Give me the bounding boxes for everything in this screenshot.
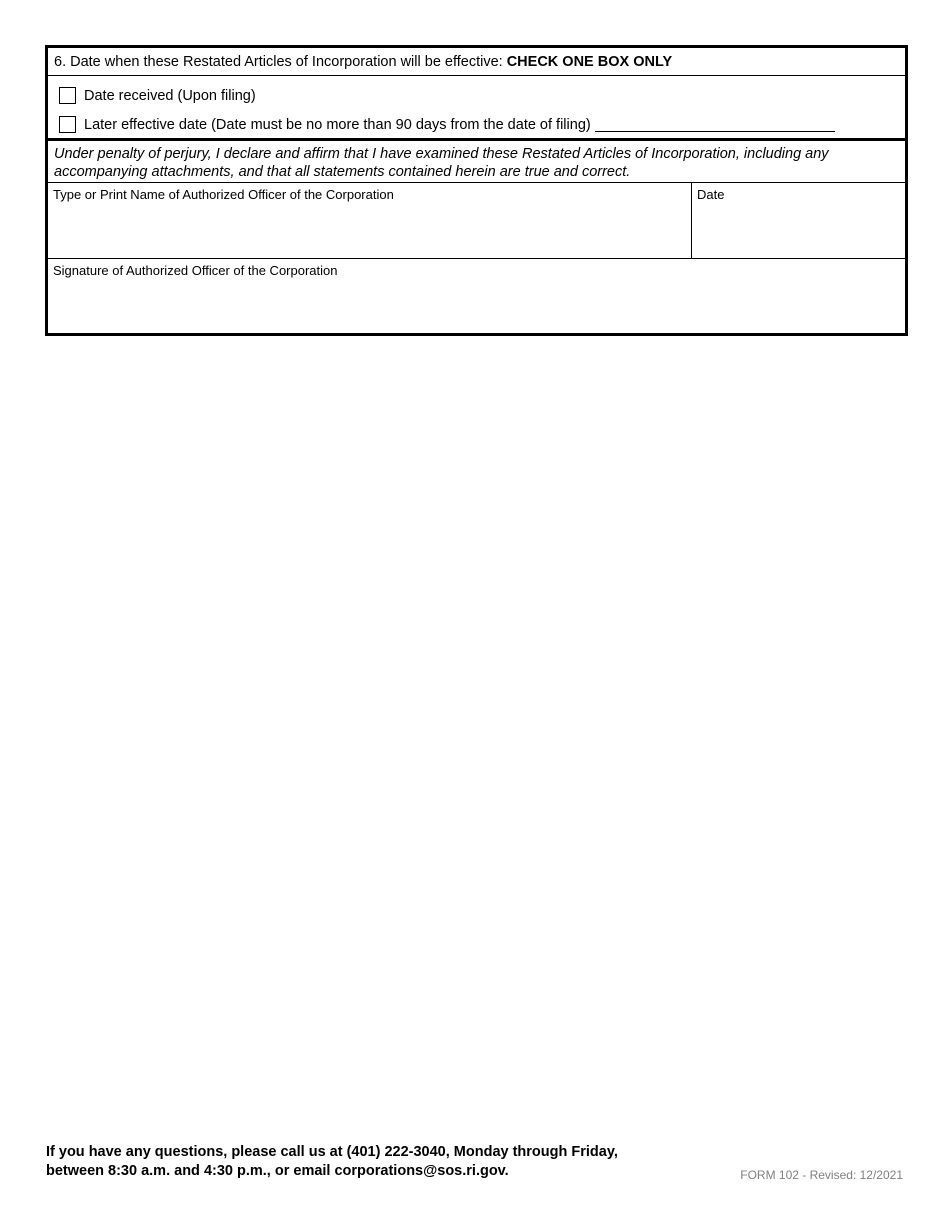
option-later-effective-date[interactable]	[48, 110, 905, 139]
officer-name-label: Type or Print Name of Authorized Officer of the Corporation	[53, 187, 394, 202]
upon-filing-label: Date received (Upon filing)	[84, 87, 256, 104]
later-date-input-line[interactable]	[595, 117, 835, 132]
check-one-box-instruction: CHECK ONE BOX ONLY	[506, 54, 673, 70]
contact-information	[46, 1143, 706, 1181]
effective-date-options	[48, 76, 905, 141]
upon-filing-checkbox[interactable]	[59, 87, 76, 104]
later-date-checkbox[interactable]	[59, 116, 76, 133]
signature-field[interactable]	[48, 259, 905, 333]
perjury-declaration: Under penalty of perjury, I declare and affirm that I have examined these Restated Articles of Incorporation, including any accompanying attachments, and that all statements contained herein are true and correct.	[48, 141, 905, 183]
contact-line-2: between 8:30 a.m. and 4:30 p.m., or email corporations@sos.ri.gov.	[46, 1163, 509, 1179]
date-field[interactable]	[692, 183, 905, 258]
contact-line-1: If you have any questions, please call us at (401) 222-3040, Monday through Friday,	[46, 1144, 618, 1160]
officer-name-date-row	[48, 183, 905, 259]
effective-date-form	[45, 45, 908, 336]
section-6-heading	[48, 48, 905, 76]
option-upon-filing[interactable]	[48, 81, 905, 110]
date-label: Date	[697, 187, 725, 202]
later-date-label: Later effective date (Date must be no more than 90 days from the date of filing)	[84, 116, 591, 133]
officer-name-field[interactable]	[48, 183, 692, 258]
signature-label: Signature of Authorized Officer of the Corporation	[53, 263, 338, 278]
form-revision-id: FORM 102 - Revised: 12/2021	[740, 1168, 903, 1182]
section-6-title: 6. Date when these Restated Articles of Incorporation will be effective:	[54, 54, 507, 70]
